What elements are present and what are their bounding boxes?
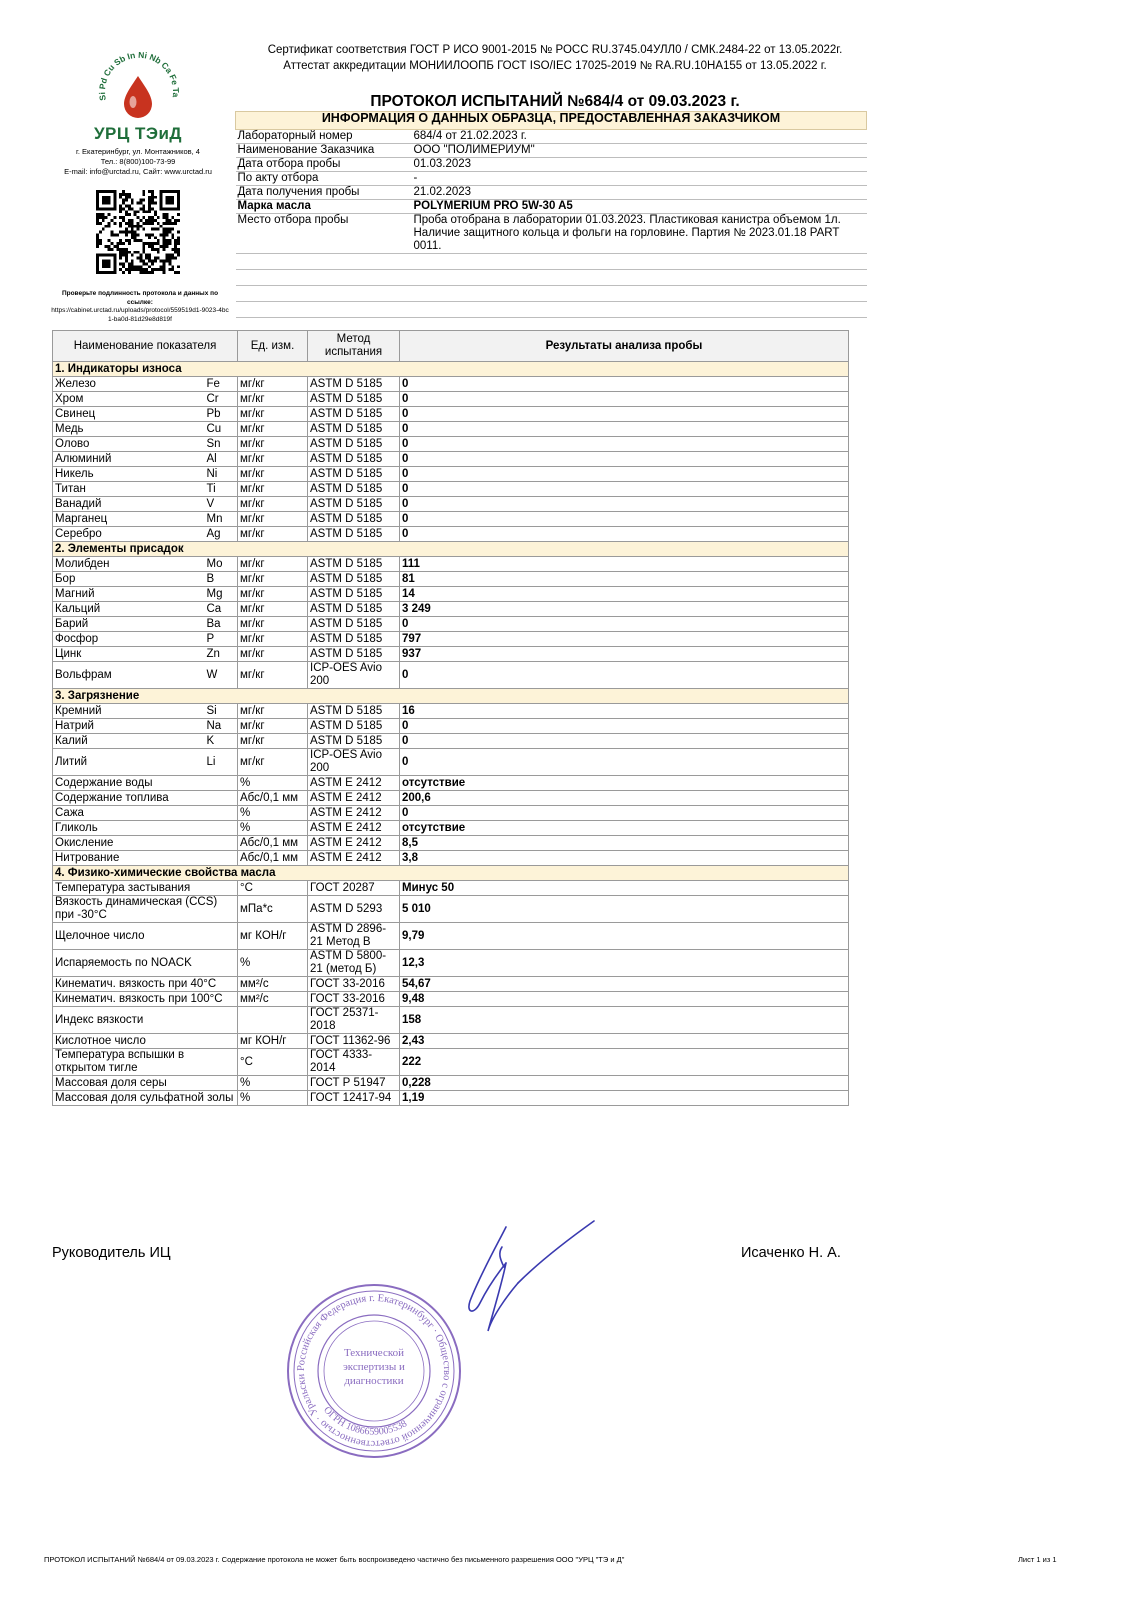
result-value: 0,228 <box>400 1076 849 1091</box>
unit-cell: мг/кг <box>238 497 308 512</box>
company-address: г. Екатеринбург, ул. Монтажников, 4 <box>76 147 200 156</box>
qr-code[interactable] <box>96 190 180 274</box>
parameter-name: Барий <box>53 617 205 632</box>
unit-cell: мг/кг <box>238 572 308 587</box>
element-symbol: Ba <box>205 617 238 632</box>
unit-cell: % <box>238 1091 308 1106</box>
method-cell: ICP-OES Avio 200 <box>308 749 400 776</box>
element-symbol: Na <box>205 719 238 734</box>
result-value: 8,5 <box>400 836 849 851</box>
parameter-name: Натрий <box>53 719 205 734</box>
element-symbol: Ni <box>205 467 238 482</box>
sample-info-row <box>236 172 867 186</box>
method-cell: ASTM D 5185 <box>308 572 400 587</box>
sample-info-label: Марка масла <box>236 200 412 214</box>
result-row <box>53 377 849 392</box>
parameter-name: Кислотное число <box>53 1034 238 1049</box>
accreditation-line: Аттестат аккредитации МОНИИЛООПБ ГОСТ ISO/IEC 17025-2019 № RA.RU.10НА155 от 13.05.2022 г. <box>283 60 827 72</box>
result-value: 0 <box>400 467 849 482</box>
element-symbol: Al <box>205 452 238 467</box>
method-cell: ASTM D 5185 <box>308 632 400 647</box>
handwritten-signature <box>458 1213 598 1343</box>
parameter-name: Железо <box>53 377 205 392</box>
method-cell: ASTM D 5185 <box>308 647 400 662</box>
method-cell: ASTM D 5185 <box>308 602 400 617</box>
result-value: 0 <box>400 527 849 542</box>
method-cell: ASTM D 5185 <box>308 407 400 422</box>
parameter-name: Литий <box>53 749 205 776</box>
unit-cell: мм²/с <box>238 977 308 992</box>
unit-cell: мг/кг <box>238 587 308 602</box>
result-row <box>53 437 849 452</box>
parameter-name: Испаряемость по NOACK <box>53 950 238 977</box>
method-cell: ASTM D 5185 <box>308 392 400 407</box>
method-cell: ГОСТ 4333-2014 <box>308 1049 400 1076</box>
result-value: 222 <box>400 1049 849 1076</box>
parameter-name: Гликоль <box>53 821 238 836</box>
signatory-name: Исаченко Н. А. <box>741 1245 841 1261</box>
official-stamp <box>283 1280 465 1462</box>
result-value: 158 <box>400 1007 849 1034</box>
sample-info-row <box>236 200 867 214</box>
parameter-name: Вязкость динамическая (CCS) при -30°C <box>53 896 238 923</box>
parameter-name: Марганец <box>53 512 205 527</box>
result-value: 111 <box>400 557 849 572</box>
method-cell: ASTM D 5185 <box>308 437 400 452</box>
protocol-title: ПРОТОКОЛ ИСПЫТАНИЙ №684/4 от 09.03.2023 г. <box>370 93 740 110</box>
sample-info-label: Лабораторный номер <box>236 130 412 144</box>
method-cell: ГОСТ 11362-96 <box>308 1034 400 1049</box>
result-value: 0 <box>400 377 849 392</box>
method-cell: ASTM D 5185 <box>308 734 400 749</box>
method-cell: ГОСТ 25371-2018 <box>308 1007 400 1034</box>
result-row <box>53 950 849 977</box>
parameter-name: Кинематич. вязкость при 40°C <box>53 977 238 992</box>
result-row <box>53 392 849 407</box>
svg-text:Si Pd Cu Sb In Ni Nb Ca Fe Ta <box>48 40 181 101</box>
unit-cell: мм²/с <box>238 992 308 1007</box>
result-row <box>53 587 849 602</box>
result-row <box>53 512 849 527</box>
sample-info-value: POLYMERIUM PRO 5W-30 A5 <box>412 200 867 214</box>
method-cell: ASTM D 5185 <box>308 704 400 719</box>
parameter-name: Кинематич. вязкость при 100°C <box>53 992 238 1007</box>
unit-cell: мг/кг <box>238 617 308 632</box>
unit-cell: мг/кг <box>238 377 308 392</box>
section-header <box>53 542 849 557</box>
parameter-name: Сажа <box>53 806 238 821</box>
section-header <box>53 689 849 704</box>
element-symbol: Mn <box>205 512 238 527</box>
parameter-name: Вольфрам <box>53 662 205 689</box>
result-row <box>53 896 849 923</box>
parameter-name: Бор <box>53 572 205 587</box>
method-cell: ГОСТ 20287 <box>308 881 400 896</box>
result-row <box>53 617 849 632</box>
unit-cell: Абс/0,1 мм <box>238 836 308 851</box>
sample-info-label: Дата отбора пробы <box>236 158 412 172</box>
parameter-name: Индекс вязкости <box>53 1007 238 1034</box>
method-cell: ASTM E 2412 <box>308 791 400 806</box>
stamp-inner-text: Технической экспертизы и диагностики <box>343 1347 405 1387</box>
element-symbol: Zn <box>205 647 238 662</box>
unit-cell: мг/кг <box>238 749 308 776</box>
unit-cell: мг/кг <box>238 704 308 719</box>
unit-cell: мг/кг <box>238 662 308 689</box>
parameter-name: Нитрование <box>53 851 238 866</box>
unit-cell: % <box>238 821 308 836</box>
element-symbol: Cu <box>205 422 238 437</box>
unit-cell: мг/кг <box>238 734 308 749</box>
unit-cell: мг/кг <box>238 527 308 542</box>
result-row <box>53 977 849 992</box>
result-value: 0 <box>400 617 849 632</box>
parameter-name: Титан <box>53 482 205 497</box>
parameter-name: Кремний <box>53 704 205 719</box>
company-phone: Тел.: 8(800)100-73-99 <box>100 157 176 166</box>
blank-line <box>236 254 867 270</box>
result-value: 0 <box>400 806 849 821</box>
element-symbol: P <box>205 632 238 647</box>
unit-cell: °C <box>238 1049 308 1076</box>
method-cell: ASTM E 2412 <box>308 776 400 791</box>
section-title: 2. Элементы присадок <box>53 542 849 557</box>
result-value: 0 <box>400 392 849 407</box>
result-row <box>53 1007 849 1034</box>
sample-info-label: По акту отбора <box>236 172 412 186</box>
parameter-name: Содержание воды <box>53 776 238 791</box>
result-row <box>53 527 849 542</box>
parameter-name: Массовая доля сульфатной золы <box>53 1091 238 1106</box>
result-row <box>53 1034 849 1049</box>
col-header-method: Метод испытания <box>308 331 400 362</box>
blank-line <box>236 286 867 302</box>
qr-note: Проверьте подлинность протокола и данных по ссылке: <box>61 290 219 306</box>
page-counter: Лист 1 из 1 <box>1018 1555 1057 1564</box>
result-value: 9,79 <box>400 923 849 950</box>
parameter-name: Цинк <box>53 647 205 662</box>
sample-info-value: Проба отобрана в лаборатории 01.03.2023. Пластиковая канистра объемом 1л. Наличие защитного кольца и фольги на горловине. Партия № 2023.01.18 PART 0011. <box>412 214 867 254</box>
result-value: 16 <box>400 704 849 719</box>
sample-info-label: Дата получения пробы <box>236 186 412 200</box>
sample-info-value: - <box>412 172 867 186</box>
result-value: 1,19 <box>400 1091 849 1106</box>
unit-cell: мг/кг <box>238 602 308 617</box>
parameter-name: Калий <box>53 734 205 749</box>
method-cell: ГОСТ Р 51947 <box>308 1076 400 1091</box>
element-symbol: Ti <box>205 482 238 497</box>
sample-info-heading: ИНФОРМАЦИЯ О ДАННЫХ ОБРАЗЦА, ПРЕДОСТАВЛЕННАЯ ЗАКАЗЧИКОМ <box>236 112 867 130</box>
result-row <box>53 1076 849 1091</box>
method-cell: ASTM D 5185 <box>308 587 400 602</box>
result-row <box>53 749 849 776</box>
parameter-name: Медь <box>53 422 205 437</box>
unit-cell: мг/кг <box>238 482 308 497</box>
method-cell: ASTM D 5293 <box>308 896 400 923</box>
element-symbol: Pb <box>205 407 238 422</box>
result-value: отсутствие <box>400 776 849 791</box>
sample-info-label: Место отбора пробы <box>236 214 412 254</box>
element-symbol: Cr <box>205 392 238 407</box>
method-cell: ГОСТ 33-2016 <box>308 992 400 1007</box>
unit-cell: % <box>238 950 308 977</box>
unit-cell: Абс/0,1 мм <box>238 791 308 806</box>
element-symbol: Si <box>205 704 238 719</box>
result-row <box>53 881 849 896</box>
section-header <box>53 866 849 881</box>
parameter-name: Алюминий <box>53 452 205 467</box>
blank-line <box>236 270 867 286</box>
result-row <box>53 602 849 617</box>
result-value: 0 <box>400 422 849 437</box>
footer-note: ПРОТОКОЛ ИСПЫТАНИЙ №684/4 от 09.03.2023 г. Содержание протокола не может быть воспроизведено частично без письменного разрешения ООО "УРЦ "ТЭ и Д" <box>44 1555 625 1564</box>
parameter-name: Молибден <box>53 557 205 572</box>
element-symbol: Mo <box>205 557 238 572</box>
section-title: 3. Загрязнение <box>53 689 849 704</box>
method-cell: ASTM D 5185 <box>308 452 400 467</box>
parameter-name: Никель <box>53 467 205 482</box>
method-cell: ГОСТ 12417-94 <box>308 1091 400 1106</box>
sample-info-row <box>236 214 867 254</box>
element-symbol: B <box>205 572 238 587</box>
result-row <box>53 821 849 836</box>
method-cell: ASTM D 5185 <box>308 422 400 437</box>
unit-cell: мг/кг <box>238 422 308 437</box>
method-cell: ASTM E 2412 <box>308 851 400 866</box>
unit-cell: % <box>238 806 308 821</box>
sample-info-table <box>235 111 867 318</box>
unit-cell: мг/кг <box>238 557 308 572</box>
result-value: 0 <box>400 407 849 422</box>
result-value: 200,6 <box>400 791 849 806</box>
parameter-name: Олово <box>53 437 205 452</box>
col-header-unit: Ед. изм. <box>238 331 308 362</box>
result-row <box>53 806 849 821</box>
element-symbol: Mg <box>205 587 238 602</box>
result-value: Минус 50 <box>400 881 849 896</box>
element-symbol: W <box>205 662 238 689</box>
parameter-name: Ванадий <box>53 497 205 512</box>
unit-cell: мг/кг <box>238 437 308 452</box>
qr-verification-note <box>50 290 230 324</box>
stamp-ogrn: ОГРН 1086659005538 <box>321 1404 409 1438</box>
section-title: 1. Индикаторы износа <box>53 362 849 377</box>
result-value: 0 <box>400 497 849 512</box>
element-symbol: Sn <box>205 437 238 452</box>
result-value: 937 <box>400 647 849 662</box>
result-value: 81 <box>400 572 849 587</box>
unit-cell: °C <box>238 881 308 896</box>
result-value: 3,8 <box>400 851 849 866</box>
result-row <box>53 719 849 734</box>
unit-cell: мг/кг <box>238 452 308 467</box>
sample-info-row <box>236 186 867 200</box>
method-cell: ГОСТ 33-2016 <box>308 977 400 992</box>
method-cell: ASTM D 5185 <box>308 527 400 542</box>
sample-info-row <box>236 144 867 158</box>
sample-info-row <box>236 130 867 144</box>
unit-cell: мг/кг <box>238 719 308 734</box>
sample-info-row <box>236 158 867 172</box>
result-value: 0 <box>400 749 849 776</box>
sample-info-value: 684/4 от 21.02.2023 г. <box>412 130 867 144</box>
results-table <box>52 330 849 1106</box>
certificate-line: Сертификат соответствия ГОСТ Р ИСО 9001-2015 № РОСС RU.3745.04УЛЛ0 / СМК.2484-22 от 13.05.2022г. <box>267 44 843 56</box>
method-cell: ICP-OES Avio 200 <box>308 662 400 689</box>
result-value: 5 010 <box>400 896 849 923</box>
result-row <box>53 851 849 866</box>
element-symbol: Ag <box>205 527 238 542</box>
unit-cell: мг/кг <box>238 392 308 407</box>
method-cell: ASTM D 5185 <box>308 377 400 392</box>
col-header-name: Наименование показателя <box>53 331 238 362</box>
unit-cell <box>238 1007 308 1034</box>
logo-name: УРЦ ТЭиД <box>93 124 183 143</box>
unit-cell: мг/кг <box>238 407 308 422</box>
parameter-name: Свинец <box>53 407 205 422</box>
logo-ring-text: Si Pd Cu Sb In Ni Nb Ca Fe Ta <box>96 49 182 102</box>
result-row <box>53 1091 849 1106</box>
parameter-name: Хром <box>53 392 205 407</box>
method-cell: ASTM D 2896-21 Метод В <box>308 923 400 950</box>
result-row <box>53 572 849 587</box>
result-value: 0 <box>400 734 849 749</box>
result-value: отсутствие <box>400 821 849 836</box>
method-cell: ASTM E 2412 <box>308 821 400 836</box>
unit-cell: % <box>238 1076 308 1091</box>
result-row <box>53 836 849 851</box>
result-row <box>53 407 849 422</box>
unit-cell: мг/кг <box>238 512 308 527</box>
method-cell: ASTM D 5800-21 (метод Б) <box>308 950 400 977</box>
stamp-outer-text: Российская Федерация г. Екатеринбург · Общество с ограниченной ответственностью · Уральски <box>295 1292 453 1450</box>
parameter-name: Магний <box>53 587 205 602</box>
qr-url[interactable]: https://cabinet.urctad.ru/uploads/protocol/559519d1-9023-4bc1-ba0d-81d29e8d819f <box>51 307 229 323</box>
result-value: 0 <box>400 452 849 467</box>
method-cell: ASTM D 5185 <box>308 467 400 482</box>
result-row <box>53 482 849 497</box>
result-row <box>53 467 849 482</box>
result-row <box>53 1049 849 1076</box>
result-value: 0 <box>400 437 849 452</box>
result-value: 2,43 <box>400 1034 849 1049</box>
result-row <box>53 791 849 806</box>
unit-cell: мг/кг <box>238 647 308 662</box>
unit-cell: мг/кг <box>238 632 308 647</box>
unit-cell: мг КОН/г <box>238 1034 308 1049</box>
head-of-lab-label: Руководитель ИЦ <box>52 1245 171 1261</box>
unit-cell: мг/кг <box>238 467 308 482</box>
method-cell: ASTM D 5185 <box>308 482 400 497</box>
result-row <box>53 422 849 437</box>
result-value: 0 <box>400 662 849 689</box>
result-row <box>53 734 849 749</box>
unit-cell: мПа*с <box>238 896 308 923</box>
blank-line <box>236 302 867 318</box>
result-value: 797 <box>400 632 849 647</box>
result-row <box>53 662 849 689</box>
company-logo <box>48 40 228 129</box>
parameter-name: Температура вспышки в открытом тигле <box>53 1049 238 1076</box>
result-value: 12,3 <box>400 950 849 977</box>
result-value: 0 <box>400 512 849 527</box>
section-title: 4. Физико-химические свойства масла <box>53 866 849 881</box>
method-cell: ASTM E 2412 <box>308 806 400 821</box>
result-value: 9,48 <box>400 992 849 1007</box>
result-value: 54,67 <box>400 977 849 992</box>
company-contacts <box>40 147 236 177</box>
unit-cell: Абс/0,1 мм <box>238 851 308 866</box>
sample-info-label: Наименование Заказчика <box>236 144 412 158</box>
method-cell: ASTM D 5185 <box>308 512 400 527</box>
result-value: 0 <box>400 482 849 497</box>
col-header-result: Результаты анализа пробы <box>400 331 849 362</box>
element-symbol: V <box>205 497 238 512</box>
parameter-name: Окисление <box>53 836 238 851</box>
sample-info-value: 01.03.2023 <box>412 158 867 172</box>
element-symbol: K <box>205 734 238 749</box>
parameter-name: Щелочное число <box>53 923 238 950</box>
result-value: 3 249 <box>400 602 849 617</box>
parameter-name: Содержание топлива <box>53 791 238 806</box>
result-value: 14 <box>400 587 849 602</box>
result-row <box>53 704 849 719</box>
method-cell: ASTM D 5185 <box>308 617 400 632</box>
element-symbol: Ca <box>205 602 238 617</box>
unit-cell: % <box>238 776 308 791</box>
element-symbol: Li <box>205 749 238 776</box>
result-row <box>53 923 849 950</box>
sample-info-value: 21.02.2023 <box>412 186 867 200</box>
result-row <box>53 992 849 1007</box>
parameter-name: Массовая доля серы <box>53 1076 238 1091</box>
parameter-name: Кальций <box>53 602 205 617</box>
result-row <box>53 557 849 572</box>
element-symbol: Fe <box>205 377 238 392</box>
company-email: E-mail: info@urctad.ru, Сайт: www.urctad.ru <box>64 167 212 176</box>
method-cell: ASTM D 5185 <box>308 719 400 734</box>
method-cell: ASTM E 2412 <box>308 836 400 851</box>
result-row <box>53 776 849 791</box>
section-header <box>53 362 849 377</box>
parameter-name: Фосфор <box>53 632 205 647</box>
unit-cell: мг КОН/г <box>238 923 308 950</box>
method-cell: ASTM D 5185 <box>308 497 400 512</box>
result-row <box>53 497 849 512</box>
method-cell: ASTM D 5185 <box>308 557 400 572</box>
result-row <box>53 632 849 647</box>
parameter-name: Температура застывания <box>53 881 238 896</box>
result-value: 0 <box>400 719 849 734</box>
result-row <box>53 452 849 467</box>
parameter-name: Серебро <box>53 527 205 542</box>
result-row <box>53 647 849 662</box>
sample-info-value: ООО "ПОЛИМЕРИУМ" <box>412 144 867 158</box>
